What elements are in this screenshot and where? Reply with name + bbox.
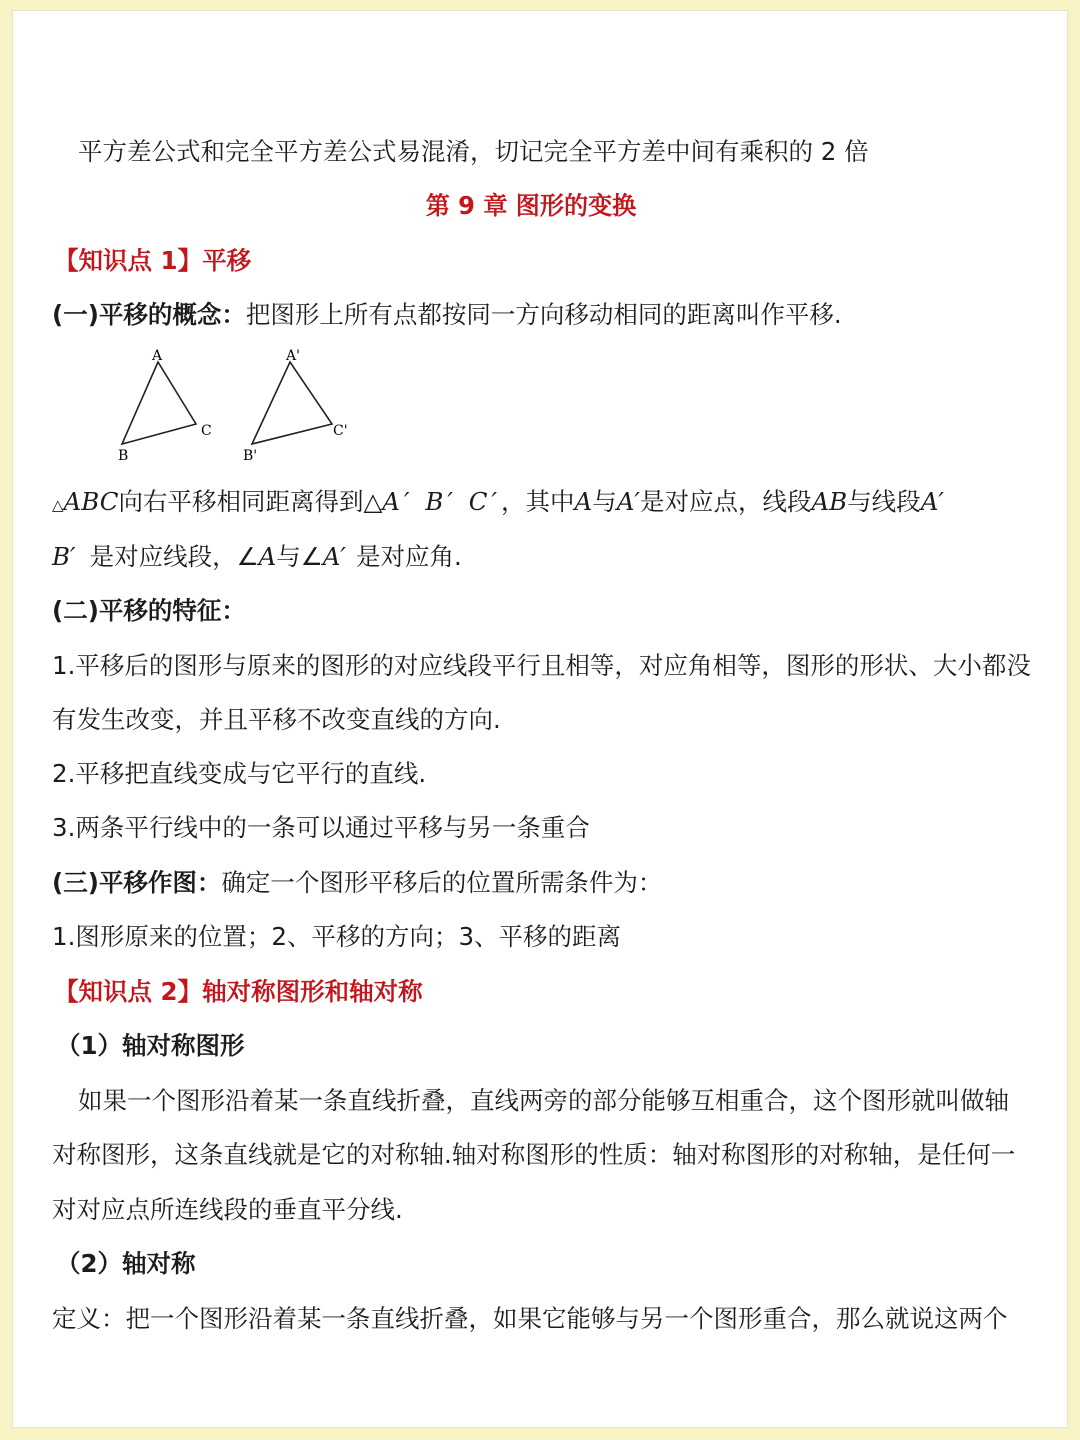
- label-b: B: [118, 448, 129, 464]
- label-a-prime: A': [286, 348, 300, 364]
- example-line-2: [52, 542, 462, 572]
- example-text: 与∠: [276, 542, 323, 571]
- example-text: 是对应点，线段: [639, 487, 812, 516]
- math-b-prime: B′: [52, 542, 76, 571]
- para1-line2: 对称图形，这条直线就是它的对称轴.轴对称图形的性质：轴对称图形的对称轴，是任何一: [52, 1140, 1016, 1169]
- label-b-prime: B': [243, 448, 258, 464]
- para1-line3: 对对应点所连线段的垂直平分线.: [52, 1195, 403, 1224]
- math-a-prime: A′: [322, 542, 346, 571]
- intro-line: 平方差公式和完全平方差公式易混淆，切记完全平方差中间有乘积的 2 倍: [78, 137, 869, 166]
- drawing-label: (三)平移作图：: [52, 868, 222, 897]
- math-a: A: [574, 487, 593, 516]
- example-text: 与: [592, 487, 617, 516]
- example-text: ，其中: [501, 487, 575, 516]
- triangle-symbol: △: [52, 496, 64, 514]
- drawing-text: 确定一个图形平移后的位置所需条件为：: [221, 868, 663, 897]
- feature1-line2: 有发生改变，并且平移不改变直线的方向.: [52, 705, 501, 734]
- label-c: C: [201, 423, 212, 439]
- math-abc: ABC: [63, 487, 119, 516]
- drawing-line: [52, 868, 662, 898]
- triangle-abc: [122, 362, 196, 444]
- example-text: 是对应线段，∠: [89, 542, 259, 571]
- feature2: 2.平移把直线变成与它平行的直线.: [52, 759, 427, 788]
- concept-line: [52, 300, 842, 330]
- label-c-prime: C': [333, 423, 348, 439]
- chapter-title: 第 9 章 图形的变换: [425, 191, 637, 220]
- example-text: 与线段: [847, 487, 921, 516]
- kp2-sub2: （2）轴对称: [56, 1249, 196, 1278]
- triangle-a2b2c2: [252, 362, 332, 444]
- feature1-line1: 1.平移后的图形与原来的图形的对应线段平行且相等，对应角相等，图形的形状、大小都没: [52, 651, 1031, 680]
- definition-line: 定义：把一个图形沿着某一条直线折叠，如果它能够与另一个图形重合，那么就说这两个: [52, 1304, 1008, 1333]
- para1-line1: 如果一个图形沿着某一条直线折叠，直线两旁的部分能够互相重合，这个图形就叫做轴: [78, 1086, 1009, 1115]
- kp1-heading: 【知识点 1】平移: [54, 246, 252, 275]
- math-a-prime: A′: [920, 487, 944, 516]
- example-text: 向右平移相同距离得到△: [118, 487, 383, 516]
- feature3: 3.两条平行线中的一条可以通过平移与另一条重合: [52, 813, 590, 842]
- features-label: (二)平移的特征：: [52, 596, 246, 625]
- kp2-sub1: （1）轴对称图形: [56, 1031, 245, 1060]
- label-a: A: [152, 348, 163, 364]
- example-text: 是对应角.: [355, 542, 462, 571]
- math-a2b2c2: A′ B′ C′: [382, 487, 502, 516]
- concept-label: (一)平移的概念：: [52, 300, 246, 329]
- math-a: A: [258, 542, 277, 571]
- drawing-conditions: 1.图形原来的位置；2、平移的方向；3、平移的距离: [52, 922, 622, 951]
- kp2-heading: 【知识点 2】轴对称图形和轴对称: [54, 977, 423, 1006]
- concept-text: 把图形上所有点都按同一方向移动相同的距离叫作平移.: [245, 300, 842, 329]
- translation-figure: [100, 338, 380, 468]
- math-ab: AB: [811, 487, 848, 516]
- math-a-prime: A′: [616, 487, 640, 516]
- example-line-1: [52, 487, 944, 520]
